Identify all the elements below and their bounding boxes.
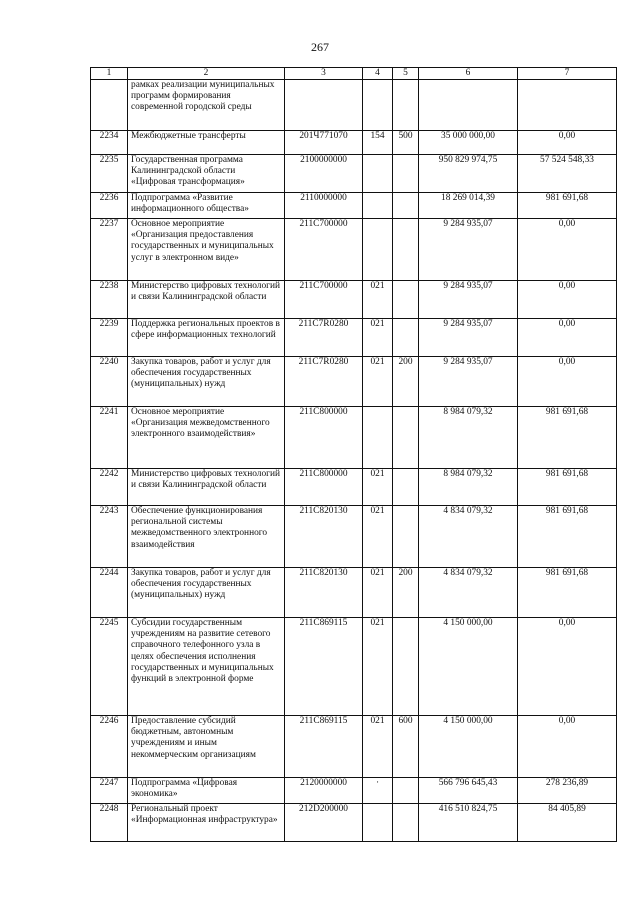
table-row xyxy=(91,131,617,155)
item-name-cell: Подпрограмма «Цифровая экономика» xyxy=(128,778,285,804)
row-number-cell: 2241 xyxy=(91,407,128,469)
expense-type-cell: 200 xyxy=(393,357,419,407)
amount-column-7-cell: 84 405,89 xyxy=(518,804,617,842)
column-header: 1 xyxy=(91,68,128,80)
table-row xyxy=(91,281,617,319)
amount-column-7-cell: 0,00 xyxy=(518,219,617,281)
item-name-cell: Субсидии государственным учреждениям на развитие сетевого справочного телефонного узла в целях обеспечения исполнения государственных и муниципальных функций в электронной форме xyxy=(128,618,285,716)
row-number-cell: 2238 xyxy=(91,281,128,319)
target-code-cell xyxy=(285,80,363,131)
expense-type-cell xyxy=(393,219,419,281)
expense-type-cell xyxy=(393,155,419,193)
amount-column-6-cell: 4 834 079,32 xyxy=(419,568,518,618)
table-row xyxy=(91,778,617,804)
expense-type-cell xyxy=(393,407,419,469)
ministry-code-cell xyxy=(363,193,393,219)
table-body xyxy=(91,80,617,842)
ministry-code-cell: 021 xyxy=(363,618,393,716)
target-code-cell: 211С7R0280 xyxy=(285,319,363,357)
item-name-cell: Поддержка региональных проектов в сфере информационных технологий xyxy=(128,319,285,357)
target-code-cell: 211С869115 xyxy=(285,716,363,778)
row-number-cell: 2247 xyxy=(91,778,128,804)
target-code-cell: 211С700000 xyxy=(285,219,363,281)
column-header: 3 xyxy=(285,68,363,80)
page-number: 267 xyxy=(311,40,329,54)
target-code-cell: 211С869115 xyxy=(285,618,363,716)
amount-column-6-cell: 8 984 079,32 xyxy=(419,469,518,506)
table-row xyxy=(91,716,617,778)
row-number-cell: 2237 xyxy=(91,219,128,281)
ministry-code-cell xyxy=(363,219,393,281)
amount-column-7-cell: 981 691,68 xyxy=(518,568,617,618)
item-name-cell: Региональный проект «Информационная инфраструктура» xyxy=(128,804,285,842)
item-name-cell: Министерство цифровых технологий и связи Калининградской области xyxy=(128,281,285,319)
amount-column-7-cell: 981 691,68 xyxy=(518,469,617,506)
expense-type-cell xyxy=(393,80,419,131)
item-name-cell: Подпрограмма «Развитие информационного общества» xyxy=(128,193,285,219)
amount-column-6-cell: 9 284 935,07 xyxy=(419,281,518,319)
amount-column-7-cell: 981 691,68 xyxy=(518,193,617,219)
item-name-cell: Закупка товаров, работ и услуг для обеспечения государственных (муниципальных) нужд xyxy=(128,357,285,407)
item-name-cell: Основное мероприятие «Организация предоставления государственных и муниципальных услуг в электронном виде» xyxy=(128,219,285,281)
budget-table xyxy=(90,67,617,842)
table-row xyxy=(91,219,617,281)
amount-column-6-cell: 950 829 974,75 xyxy=(419,155,518,193)
item-name-cell: рамках реализации муниципальных программ формирования современной городской среды xyxy=(128,80,285,131)
item-name-cell: Основное мероприятие «Организация межведомственного электронного взаимодействия» xyxy=(128,407,285,469)
row-number-cell: 2245 xyxy=(91,618,128,716)
expense-type-cell xyxy=(393,319,419,357)
amount-column-7-cell: 0,00 xyxy=(518,618,617,716)
expense-type-cell: 600 xyxy=(393,716,419,778)
ministry-code-cell: 021 xyxy=(363,506,393,568)
item-name-cell: Закупка товаров, работ и услуг для обеспечения государственных (муниципальных) нужд xyxy=(128,568,285,618)
column-header: 5 xyxy=(393,68,419,80)
row-number-cell xyxy=(91,80,128,131)
row-number-cell: 2234 xyxy=(91,131,128,155)
column-header: 4 xyxy=(363,68,393,80)
row-number-cell: 2235 xyxy=(91,155,128,193)
ministry-code-cell: 021 xyxy=(363,319,393,357)
amount-column-6-cell xyxy=(419,80,518,131)
row-number-cell: 2244 xyxy=(91,568,128,618)
row-number-cell: 2246 xyxy=(91,716,128,778)
expense-type-cell xyxy=(393,193,419,219)
row-number-cell: 2240 xyxy=(91,357,128,407)
ministry-code-cell: 021 xyxy=(363,716,393,778)
table-row xyxy=(91,407,617,469)
amount-column-6-cell: 9 284 935,07 xyxy=(419,219,518,281)
amount-column-7-cell: 981 691,68 xyxy=(518,407,617,469)
target-code-cell: 212D200000 xyxy=(285,804,363,842)
target-code-cell: 211С820130 xyxy=(285,506,363,568)
amount-column-7-cell: 0,00 xyxy=(518,281,617,319)
table-row xyxy=(91,319,617,357)
table-row xyxy=(91,193,617,219)
row-number-cell: 2242 xyxy=(91,469,128,506)
ministry-code-cell: 021 xyxy=(363,568,393,618)
amount-column-7-cell: 278 236,89 xyxy=(518,778,617,804)
expense-type-cell xyxy=(393,778,419,804)
item-name-cell: Обеспечение функционирования региональной системы межведомственного электронного взаимодействия xyxy=(128,506,285,568)
amount-column-6-cell: 4 834 079,32 xyxy=(419,506,518,568)
row-number-cell: 2239 xyxy=(91,319,128,357)
expense-type-cell: 500 xyxy=(393,131,419,155)
ministry-code-cell: · xyxy=(363,778,393,804)
amount-column-7-cell: 0,00 xyxy=(518,357,617,407)
target-code-cell: 211С700000 xyxy=(285,281,363,319)
expense-type-cell: 200 xyxy=(393,568,419,618)
amount-column-6-cell: 9 284 935,07 xyxy=(419,319,518,357)
item-name-cell: Министерство цифровых технологий и связи Калининградской области xyxy=(128,469,285,506)
table-row xyxy=(91,568,617,618)
ministry-code-cell xyxy=(363,804,393,842)
expense-type-cell xyxy=(393,506,419,568)
target-code-cell: 2120000000 xyxy=(285,778,363,804)
table-row xyxy=(91,155,617,193)
ministry-code-cell: 021 xyxy=(363,281,393,319)
amount-column-6-cell: 18 269 014,39 xyxy=(419,193,518,219)
ministry-code-cell: 154 xyxy=(363,131,393,155)
expense-type-cell xyxy=(393,281,419,319)
table-row xyxy=(91,506,617,568)
table-row xyxy=(91,80,617,131)
amount-column-6-cell: 9 284 935,07 xyxy=(419,357,518,407)
target-code-cell: 211С800000 xyxy=(285,469,363,506)
target-code-cell: 211С800000 xyxy=(285,407,363,469)
ministry-code-cell xyxy=(363,155,393,193)
target-code-cell: 2110000000 xyxy=(285,193,363,219)
amount-column-7-cell xyxy=(518,80,617,131)
item-name-cell: Предоставление субсидий бюджетным, автономным учреждениям и иным некоммерческим организациям xyxy=(128,716,285,778)
target-code-cell: 211С820130 xyxy=(285,568,363,618)
target-code-cell: 2100000000 xyxy=(285,155,363,193)
amount-column-7-cell: 0,00 xyxy=(518,716,617,778)
column-header: 6 xyxy=(419,68,518,80)
expense-type-cell xyxy=(393,469,419,506)
amount-column-6-cell: 35 000 000,00 xyxy=(419,131,518,155)
expense-type-cell xyxy=(393,618,419,716)
target-code-cell: 201Ч771070 xyxy=(285,131,363,155)
amount-column-6-cell: 416 510 824,75 xyxy=(419,804,518,842)
amount-column-6-cell: 8 984 079,32 xyxy=(419,407,518,469)
ministry-code-cell: 021 xyxy=(363,469,393,506)
item-name-cell: Государственная программа Калининградской области «Цифровая трансформация» xyxy=(128,155,285,193)
amount-column-7-cell: 981 691,68 xyxy=(518,506,617,568)
table-header-row xyxy=(91,68,617,80)
column-header: 7 xyxy=(518,68,617,80)
row-number-cell: 2243 xyxy=(91,506,128,568)
item-name-cell: Межбюджетные трансферты xyxy=(128,131,285,155)
ministry-code-cell: 021 xyxy=(363,357,393,407)
table-row xyxy=(91,618,617,716)
column-header: 2 xyxy=(128,68,285,80)
table-row xyxy=(91,357,617,407)
amount-column-6-cell: 4 150 000,00 xyxy=(419,618,518,716)
row-number-cell: 2248 xyxy=(91,804,128,842)
table-row xyxy=(91,804,617,842)
amount-column-7-cell: 0,00 xyxy=(518,131,617,155)
table-row xyxy=(91,469,617,506)
amount-column-7-cell: 0,00 xyxy=(518,319,617,357)
amount-column-6-cell: 4 150 000,00 xyxy=(419,716,518,778)
target-code-cell: 211С7R0280 xyxy=(285,357,363,407)
amount-column-7-cell: 57 524 548,33 xyxy=(518,155,617,193)
ministry-code-cell xyxy=(363,407,393,469)
ministry-code-cell xyxy=(363,80,393,131)
expense-type-cell xyxy=(393,804,419,842)
amount-column-6-cell: 566 796 645,43 xyxy=(419,778,518,804)
row-number-cell: 2236 xyxy=(91,193,128,219)
